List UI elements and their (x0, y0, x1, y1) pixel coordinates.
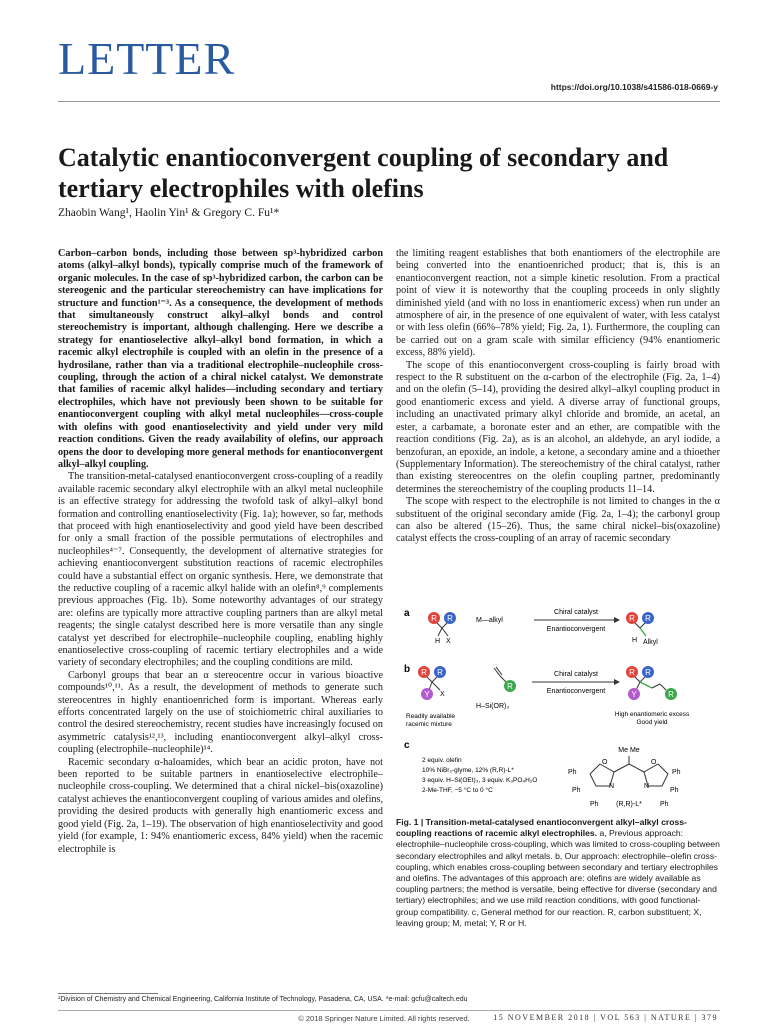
svg-text:R: R (629, 668, 635, 677)
body-paragraph: The scope of this enantioconvergent cross-coupling is fairly broad with respect to the R substituent on the α-carbon of the electrophile (Fig. 2a, 1–4) and on the olefin (5–14), providing the desired alkyl–alkyl coupling product in good enantiomeric excess and yield. A diverse array of functional groups, including an unactivated primary alkyl chloride and bromide, an acetal, an ester, a carbamate, a boronate ester and an ether, are compatible with the reaction conditions (Fig. 2a), as is an alcohol, an aldehyde, an aryl iodide, a benzofuran, an epoxide, an indole, a ketone, a secondary amine and a thioether (Supplementary Information). The stereochemistry of the chiral catalyst, rather than existing stereocentres on the olefin coupling partner, predominantly determines the stereochemistry of the coupling products 11–14. (396, 359, 720, 495)
high-ee-label: High enantiomeric excess (614, 711, 690, 718)
svg-text:O: O (602, 759, 608, 766)
caption-title: Fig. 1 | Transition-metal-catalysed enantioconvergent alkyl–alkyl cross-coupling reactions of racemic alkyl electrophiles. (396, 817, 687, 839)
body-paragraph: the limiting reagent establishes that both enantiomers of the electrophile are being converted into the enantioenriched product; that is, this is an enantioconvergent reaction, not a simple kinetic resolution. From a practical point of view it is noteworthy that the coupling proceeds in only slightly diminished yield (and with no loss in enantiomeric excess) when run under an atmosphere of air, in the presence of one equivalent of water, with less catalyst or with less olefin (66%–78% yield; Fig. 2a, 1). Furthermore, the coupling can be carried out on a gram scale with similar efficiency (94% enantiomeric excess, 88% yield). (396, 248, 720, 359)
svg-text:R: R (668, 690, 674, 699)
svg-text:Ph: Ph (660, 801, 669, 808)
figure-1 (396, 604, 720, 814)
svg-text:R: R (421, 668, 427, 677)
ligand-structure (568, 747, 681, 808)
condition-solvent: 2-Me-THF, −5 °C to 0 °C (422, 787, 493, 794)
svg-text:R: R (447, 614, 453, 623)
svg-text:Y: Y (631, 690, 637, 699)
author-list: Zhaobin Wang¹, Haolin Yin¹ & Gregory C. Fu¹* (58, 207, 280, 219)
olefin (494, 667, 516, 692)
section-label: LETTER (58, 33, 236, 84)
panel-c-label: c (404, 740, 410, 751)
enantioconvergent-label-b: Enantioconvergent (546, 688, 606, 695)
svg-text:(R,R)-L*: (R,R)-L* (616, 801, 642, 808)
svg-text:R: R (629, 614, 635, 623)
reaction-scheme (396, 604, 720, 814)
electrophile-a (428, 612, 456, 645)
svg-text:Alkyl: Alkyl (643, 639, 658, 646)
article-title: Catalytic enantioconvergent coupling of secondary and tertiary electrophiles with olefins (58, 143, 669, 203)
svg-text:R: R (437, 668, 443, 677)
good-yield-label: Good yield (636, 719, 668, 726)
condition-silane: 3 equiv. H–Si(OEt)₃, 3 equiv. K₃PO₄H₂O (422, 777, 538, 784)
svg-text:R: R (507, 682, 513, 691)
catalyst-label-a: Chiral catalyst (554, 609, 598, 616)
copyright-notice: © 2018 Springer Nature Limited. All rights reserved. (298, 1014, 470, 1023)
figure-caption (396, 817, 720, 929)
svg-text:H: H (435, 638, 441, 645)
svg-text:O: O (651, 759, 657, 766)
condition-catalyst: 10% NiBr₂-glyme, 12% (R,R)-L* (422, 767, 514, 774)
doi-link[interactable]: https://doi.org/10.1038/s41586-018-0669-y (550, 82, 718, 92)
body-paragraph: The scope with respect to the electrophile is not limited to changes in the α substituent of the original secondary amide (Fig. 2a, 1–4); the carbonyl group can also be altered (15–26). Thus, the same chiral nickel–bis(oxazoline) catalyst effects the cross-coupling of an array of racemic secondary (396, 496, 720, 545)
issue-info: 15 NOVEMBER 2018 | VOL 563 | NATURE | 379 (493, 1013, 718, 1022)
svg-text:Ph: Ph (672, 769, 681, 776)
product-b (626, 666, 677, 700)
panel-a-label: a (404, 608, 410, 619)
enantioconvergent-label-a: Enantioconvergent (546, 626, 606, 633)
svg-text:X: X (440, 691, 445, 698)
m-alkyl-label: M—alkyl (476, 617, 503, 624)
body-paragraph: Racemic secondary α-haloamides, which bear an acidic proton, have not been reported to be suitable partners in enantioselective electrophile–nucleophile cross-coupling. We determined that a chiral nickel–bis(oxazoline) catalyst achieves the enantioconvergent coupling of various amides and olefins, providing the desired products with generally high enantiomeric excess and good yield (Fig. 2a, 1–19). The observation of high enantioselectivity and good yield (for example, 1: 94% enantiomeric excess, 84% yield) when the racemic electrophile is (58, 756, 383, 855)
affiliation-footnote: ¹Division of Chemistry and Chemical Engineering, California Institute of Technology, Pasadena, CA, USA. *e-mail: gcfu@caltech.edu (58, 996, 468, 1003)
caption-text: a, Previous approach: electrophile–nucleophile cross-coupling, which was limited to cross-coupling between secondary electrophiles and alkyl metals. b, Our approach: electrophile–olefin cross-coupling, which enables cross-coupling between secondary and tertiary electrophiles and olefins. The advantages of this approach are: olefins are widely available as coupling partners; the method is versatile, being effective for diverse (secondary and tertiary) electrophiles; and we use mild reaction conditions, with good functional-group compatibility. c, General method for our reaction. R, carbon substituent; X, leaving group; M, metal; Y, R or H. (396, 828, 720, 928)
body-paragraph: Carbonyl groups that bear an α stereocentre occur in various bioactive compounds¹⁰,¹¹. As a result, the development of methods to generate such stereocentres in highly enantioenriched form is important. Whereas early efforts concentrated largely on the use of stoichiometric chiral auxiliaries to control the desired stereochemistry, recent studies have increasingly focused on asymmetric catalysis¹²,¹³, including enantioconvergent alkyl–alkyl cross-coupling (electrophile–nucleophile)¹⁴. (58, 669, 383, 756)
svg-text:X: X (446, 638, 451, 645)
body-paragraph: The transition-metal-catalysed enantioconvergent cross-coupling of a readily available racemic secondary alkyl electrophile with an alkyl metal nucleophile is an effective strategy for addressing the twofold task of alkyl–alkyl bond formation and controlling enantioselectivity (Fig. 1a); however, so far, methods that proceed with high enantioselectivity and good yield have been described for only a small fraction of the possible permutations of electrophiles and nucleophiles⁴⁻⁷. Consequently, the development of alternative strategies for achieving enantioconvergent substitution reactions of racemic electrophiles could have a substantial effect on organic synthesis. Here, we demonstrate that the reductive coupling of a racemic alkyl halide with an olefin⁸,⁹ complements previous approaches (Fig. 1b). Some noteworthy advantages of our strategy are: olefins are typically more attractive coupling partners than are alkyl metal reagents; the single catalyst described here is more versatile than any single catalyst yet described for electrophile–nucleophile coupling, enabling highly enantioselective cross-coupling of racemic tertiary electrophiles and a wide variety of secondary electrophiles; and the coupling conditions are mild. (58, 471, 383, 669)
panel-b-label: b (404, 664, 411, 675)
svg-text:Ph: Ph (670, 787, 679, 794)
footer-rule (58, 1010, 720, 1011)
catalyst-label-b: Chiral catalyst (554, 671, 598, 678)
racemic-label-1: Readily available (406, 713, 456, 720)
svg-text:H: H (632, 637, 638, 644)
svg-text:N: N (609, 783, 615, 790)
racemic-label-2: racemic mixture (406, 721, 452, 728)
svg-text:Me Me: Me Me (618, 747, 640, 754)
svg-text:R: R (645, 614, 651, 623)
product-a (626, 612, 658, 646)
header-rule (58, 101, 720, 102)
svg-text:Ph: Ph (590, 801, 599, 808)
condition-olefin: 2 equiv. olefin (422, 757, 462, 764)
svg-text:Y: Y (424, 690, 430, 699)
svg-text:R: R (645, 668, 651, 677)
svg-text:R: R (431, 614, 437, 623)
electrophile-b (418, 666, 446, 700)
right-column (396, 248, 720, 546)
svg-text:Ph: Ph (568, 769, 577, 776)
footnote-rule (58, 993, 158, 994)
hydrosilane-label: H–Si(OR)₃ (476, 703, 510, 710)
svg-text:N: N (644, 783, 650, 790)
svg-text:Ph: Ph (572, 787, 581, 794)
abstract: Carbon–carbon bonds, including those between sp³-hybridized carbon atoms (alkyl–alkyl bonds), typically comprise much of the framework of organic molecules. In the case of sp³-hybridized carbon, the carbon can be stereogenic and the particular stereochemistry can have implications for structure and function¹⁻³. As a consequence, the development of methods that simultaneously construct alkyl–alkyl bonds and control stereochemistry is important, although challenging. Here we describe a strategy for enantioselective alkyl–alkyl bond formation, in which a racemic alkyl electrophile is coupled with an olefin in the presence of a hydrosilane, rather than via a traditional electrophile–nucleophile cross-coupling, through the action of a chiral nickel catalyst. We demonstrate that families of racemic alkyl halides—including secondary and tertiary electrophiles, which have not previously been shown to be suitable for enantioconvergent coupling with alkyl metal nucleophiles—cross-couple with olefins with good enantioselectivity and yield under very mild reaction conditions. Given the ready availability of olefins, our approach opens the door to developing more general methods for enantioconvergent alkyl–alkyl coupling. (58, 248, 383, 470)
left-column (58, 248, 383, 856)
